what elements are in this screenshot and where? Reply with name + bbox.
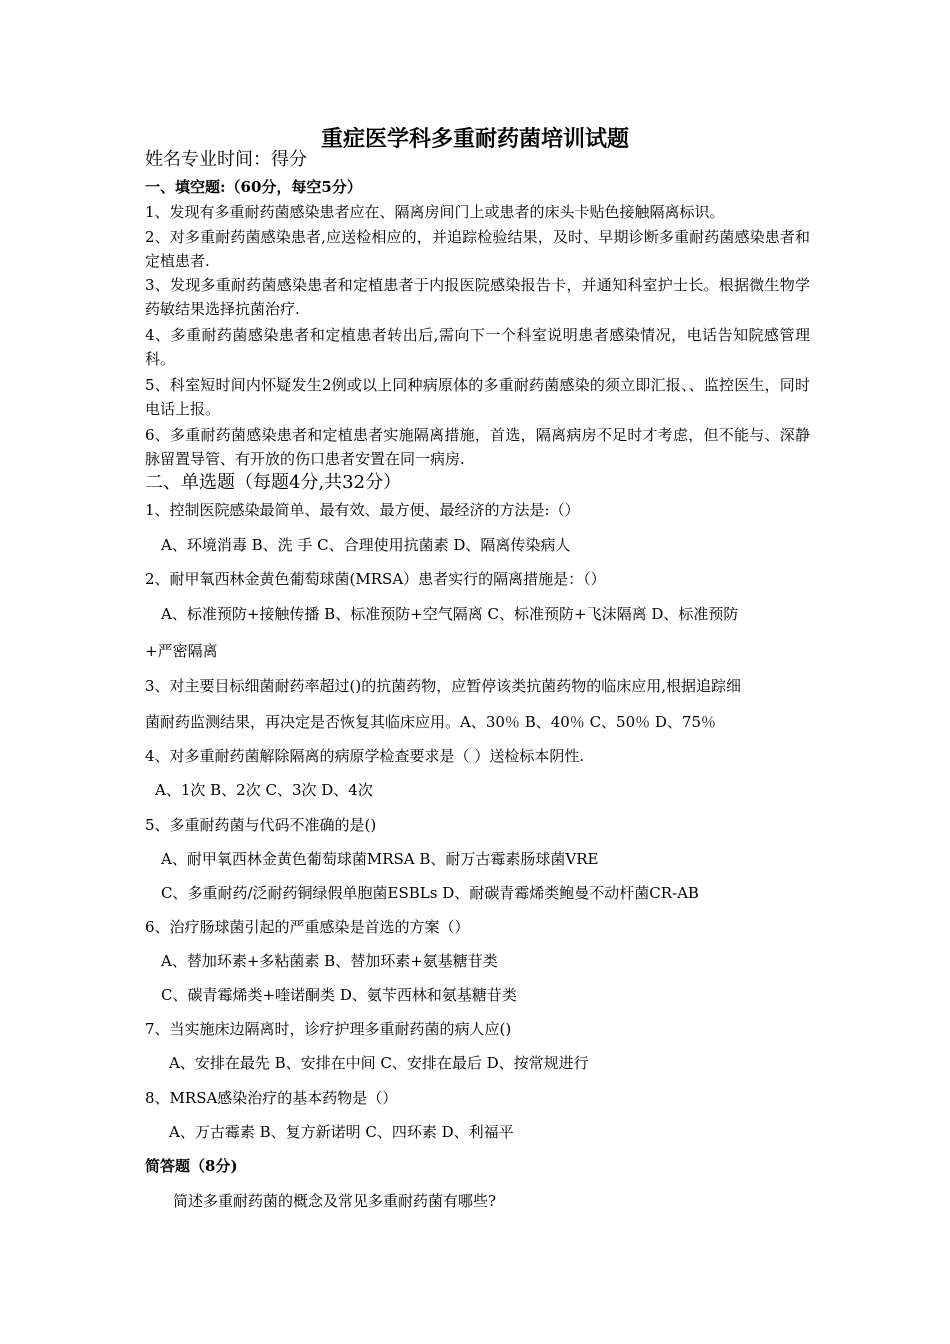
choice-question-5-options-cont: C、多重耐药/泛耐药铜绿假单胞菌ESBLs D、耐碳青霉烯类鲍曼不动杆菌CR-AB: [161, 884, 699, 902]
choice-question-6-options-cont: C、碳青霉烯类+喹诺酮类 D、氨苄西林和氨基糖苷类: [161, 986, 517, 1004]
section2-heading: 二、单选题（每题4分,共32分）: [145, 472, 402, 493]
choice-question-4-options: A、1次 B、2次 C、3次 D、4次: [155, 781, 373, 799]
choice-question-2-options-cont: +严密隔离: [145, 642, 218, 660]
fill-question-5: 5、科室短时间内怀疑发生2例或以上同种病原体的多重耐药菌感染的须立即汇报、、监控医生，同时电话上报。: [145, 376, 810, 418]
page-title: 重症医学科多重耐药菌培训试题: [320, 126, 629, 152]
choice-question-7-options: A、安排在最先 B、安排在中间 C、安排在最后 D、按常规进行: [169, 1054, 589, 1072]
choice-question-1-options: A、环境消毒 B、洗 手 C、合理使用抗菌素 D、隔离传染病人: [161, 536, 571, 554]
choice-question-3: 3、对主要目标细菌耐药率超过()的抗菌药物，应暂停该类抗菌药物的临床应用,根据追踪细: [145, 677, 742, 695]
choice-question-4: 4、对多重耐药菌解除隔离的病原学检查要求是（ ）送检标本阴性.: [145, 747, 585, 765]
fill-question-6: 6、多重耐药菌感染患者和定植患者实施隔离措施，首选，隔离病房不足时才考虑，但不能与、深静脉留置导管、有开放的伤口患者安置在同一病房.: [145, 426, 810, 468]
choice-question-5: 5、多重耐药菌与代码不准确的是(): [145, 816, 377, 834]
choice-question-8-options: A、万古霉素 B、复方新诺明 C、四环素 D、利福平: [169, 1123, 514, 1141]
fill-question-3: 3、发现多重耐药菌感染患者和定植患者于内报医院感染报告卡，并通知科室护士长。根据微生物学药敏结果选择抗菌治疗.: [145, 276, 810, 318]
choice-question-3-cont: 菌耐药监测结果，再决定是否恢复其临床应用。A、30％ B、40％ C、50％ D、75％: [145, 713, 717, 731]
choice-question-5-options: A、耐甲氧西林金黄色葡萄球菌MRSA B、耐万古霉素肠球菌VRE: [161, 850, 599, 868]
choice-question-8: 8、MRSA感染治疗的基本药物是（）: [145, 1089, 398, 1107]
header-info-line: 姓名专业时间：得分: [145, 149, 307, 170]
fill-question-4: 4、多重耐药菌感染患者和定植患者转出后,需向下一个科室说明患者感染情况，电话告知院感管理科。: [145, 326, 810, 368]
short-answer-question: 简述多重耐药菌的概念及常见多重耐药菌有哪些?: [173, 1192, 497, 1210]
choice-question-2-options: A、标准预防+接触传播 B、标准预防+空气隔离 C、标准预防+飞沫隔离 D、标准预防: [161, 605, 739, 623]
fill-question-1: 1、发现有多重耐药菌感染患者应在、隔离房间门上或患者的床头卡贴色接触隔离标识。: [145, 203, 725, 221]
section1-heading: 一、填空题:（60分，每空5分）: [145, 178, 362, 196]
choice-question-2: 2、耐甲氧西林金黄色葡萄球菌(MRSA）患者实行的隔离措施是：（）: [145, 570, 606, 588]
choice-question-1: 1、控制医院感染最简单、最有效、最方便、最经济的方法是:（）: [145, 501, 580, 519]
choice-question-6: 6、治疗肠球菌引起的严重感染是首选的方案（）: [145, 918, 470, 936]
section3-heading: 简答题（8分): [145, 1157, 238, 1175]
choice-question-7: 7、当实施床边隔离时，诊疗护理多重耐药菌的病人应(): [145, 1020, 512, 1038]
choice-question-6-options: A、替加环素+多粘菌素 B、替加环素+氨基糖苷类: [161, 952, 498, 970]
fill-question-2: 2、对多重耐药菌感染患者,应送检相应的，并追踪检验结果，及时、早期诊断多重耐药菌感染患者和定植患者.: [145, 228, 810, 270]
